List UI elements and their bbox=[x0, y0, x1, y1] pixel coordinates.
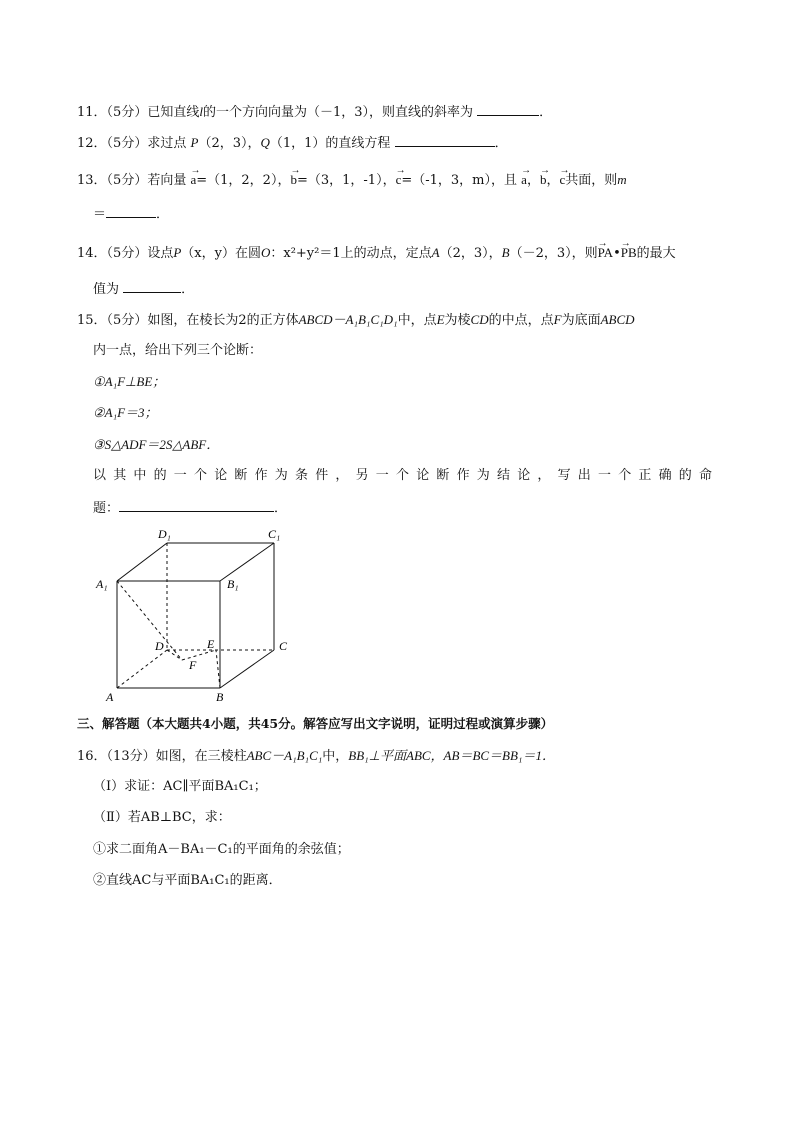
answer-blank[interactable] bbox=[123, 279, 181, 293]
q16-condition: BB₁⊥平面ABC，AB＝BC＝BB₁＝1． bbox=[348, 748, 555, 763]
q-coord: （1，1）的直线方程 bbox=[269, 136, 391, 151]
dot-product: • bbox=[613, 246, 621, 261]
point-P: P bbox=[173, 245, 182, 260]
q15-text: 为棱 bbox=[444, 313, 471, 328]
question-14-cont bbox=[93, 279, 194, 299]
question-13-cont bbox=[93, 204, 169, 224]
q11-var: l bbox=[199, 104, 203, 119]
label-C1: C₁ bbox=[268, 527, 281, 541]
point-A: A bbox=[431, 245, 440, 260]
question-11 bbox=[77, 102, 552, 122]
label-A1: A₁ bbox=[96, 577, 108, 591]
answer-blank[interactable] bbox=[119, 498, 274, 512]
q15-line6: 以其中的一个论断作为条件，另一个论断作为结论，写出一个正确的命 bbox=[93, 468, 720, 483]
face-ABCD: ABCD bbox=[600, 312, 635, 327]
statement-1: ①A₁F⊥BE； bbox=[93, 374, 166, 389]
q15-end: ． bbox=[274, 501, 288, 516]
answer-blank[interactable] bbox=[395, 133, 495, 147]
point-Q: Q bbox=[260, 135, 270, 150]
q16-text: 中， bbox=[322, 749, 349, 764]
label-E: E bbox=[207, 637, 215, 651]
q16-sub-1: ①求二面角A－BA₁－C₁的平面角的余弦值； bbox=[93, 842, 350, 857]
q13-end: ． bbox=[156, 207, 170, 222]
vector-PA: → PA bbox=[598, 244, 613, 262]
q15-line2: 内一点，给出下列三个论断： bbox=[93, 343, 263, 358]
q11-end: ． bbox=[539, 105, 553, 120]
vector-a: → a bbox=[190, 171, 196, 189]
point-B: B bbox=[501, 245, 510, 260]
q16-sub-2: ②直线AC与平面BA₁C₁的距离． bbox=[93, 873, 282, 888]
q14-number: 14．（5分）设点 bbox=[77, 246, 174, 261]
section-3-heading: 三、解答题（本大题共4小题，共45分。解答应写出文字说明，证明过程或演算步骤） bbox=[77, 716, 554, 731]
point-P: P bbox=[190, 135, 199, 150]
edge-A1D1 bbox=[117, 543, 167, 581]
label-D: D bbox=[155, 639, 164, 653]
separator: ， bbox=[546, 173, 560, 188]
q14-end: ． bbox=[181, 282, 195, 297]
segment-A1F bbox=[117, 581, 182, 660]
label-B1: B₁ bbox=[227, 577, 239, 591]
p-coord: （x，y）在圆 bbox=[181, 246, 261, 261]
p-coord: （2，3）， bbox=[198, 136, 261, 151]
point-E: E bbox=[436, 312, 445, 327]
q15-number: 15．（5分）如图，在棱长为2的正方体 bbox=[77, 313, 299, 328]
q15-line7 bbox=[93, 498, 287, 518]
segment-BE bbox=[216, 650, 220, 688]
label-C: C bbox=[279, 639, 288, 653]
a-coord: （2，3）， bbox=[439, 246, 502, 261]
q14-text: 的最大 bbox=[636, 246, 676, 261]
segment-FE bbox=[182, 650, 216, 660]
label-A: A bbox=[106, 690, 114, 704]
edge-B1C1 bbox=[220, 543, 274, 581]
q15-text: 的中点，点 bbox=[488, 313, 554, 328]
answer-blank[interactable] bbox=[106, 204, 156, 218]
q16-part-1: （Ⅰ）求证：AC∥平面BA₁C₁； bbox=[93, 779, 267, 794]
label-F: F bbox=[189, 658, 197, 672]
b-coord: （－2，3），则 bbox=[509, 246, 598, 261]
point-F: F bbox=[553, 312, 562, 327]
q12-end: ． bbox=[494, 136, 508, 151]
q12-number: 12．（5分） bbox=[77, 136, 148, 151]
c-value: =（-1，3，m），且 bbox=[401, 173, 518, 188]
edge-BC bbox=[220, 650, 274, 688]
equals: ＝ bbox=[93, 207, 107, 222]
vector-PB: → PB bbox=[621, 244, 637, 262]
label-D1: D₁ bbox=[158, 527, 171, 541]
question-16 bbox=[77, 747, 555, 766]
q15-text: 为底面 bbox=[561, 313, 601, 328]
q11-text2: 的一个方向向量为（－1，3），则直线的斜率为 bbox=[202, 105, 474, 120]
vector-c: → c bbox=[396, 171, 402, 189]
vector-c: → c bbox=[559, 171, 565, 189]
q13-text: 共面，则 bbox=[565, 173, 618, 188]
segment-DF bbox=[167, 650, 182, 660]
edge-CD: CD bbox=[470, 312, 489, 327]
vector-b: → b bbox=[540, 171, 547, 189]
circle-eq: ：x²+y²＝1上的动点，定点 bbox=[270, 246, 432, 261]
separator: ， bbox=[526, 173, 540, 188]
q13-number: 13．（5分）若向量 bbox=[77, 173, 187, 188]
q15-text: 中，点 bbox=[397, 313, 437, 328]
answer-blank[interactable] bbox=[477, 102, 539, 116]
vector-b: → b bbox=[290, 171, 297, 189]
label-B: B bbox=[216, 690, 224, 704]
statement-2: ②A₁F＝3； bbox=[93, 405, 158, 420]
question-15 bbox=[77, 311, 635, 330]
statement-3: ③S△ADF＝2S△ABF． bbox=[93, 437, 220, 452]
q16-number: 16．（13分）如图，在三棱柱 bbox=[77, 749, 247, 764]
cube-name: ABCD－A₁B₁C₁D₁ bbox=[298, 312, 398, 327]
q14-cont-text: 值为 bbox=[93, 282, 120, 297]
b-value: =（3，1，-1）， bbox=[296, 173, 396, 188]
q16-part-2: （Ⅱ）若AB⊥BC，求： bbox=[93, 810, 231, 825]
q15-line7-text: 题： bbox=[93, 501, 120, 516]
prism-name: ABC－A₁B₁C₁ bbox=[246, 748, 323, 763]
var-m: m bbox=[617, 172, 627, 187]
vector-a: → a bbox=[521, 171, 527, 189]
circle-O: O bbox=[260, 245, 271, 260]
a-value: =（1，2，2）， bbox=[196, 173, 291, 188]
edge-AD-hidden bbox=[117, 650, 167, 688]
question-14 bbox=[77, 244, 676, 263]
q11-text: 已知直线 bbox=[147, 105, 200, 120]
q11-number: 11．（5分） bbox=[77, 105, 148, 120]
question-13 bbox=[77, 171, 627, 190]
question-12 bbox=[77, 133, 508, 153]
q12-text: 求过点 bbox=[147, 136, 187, 151]
